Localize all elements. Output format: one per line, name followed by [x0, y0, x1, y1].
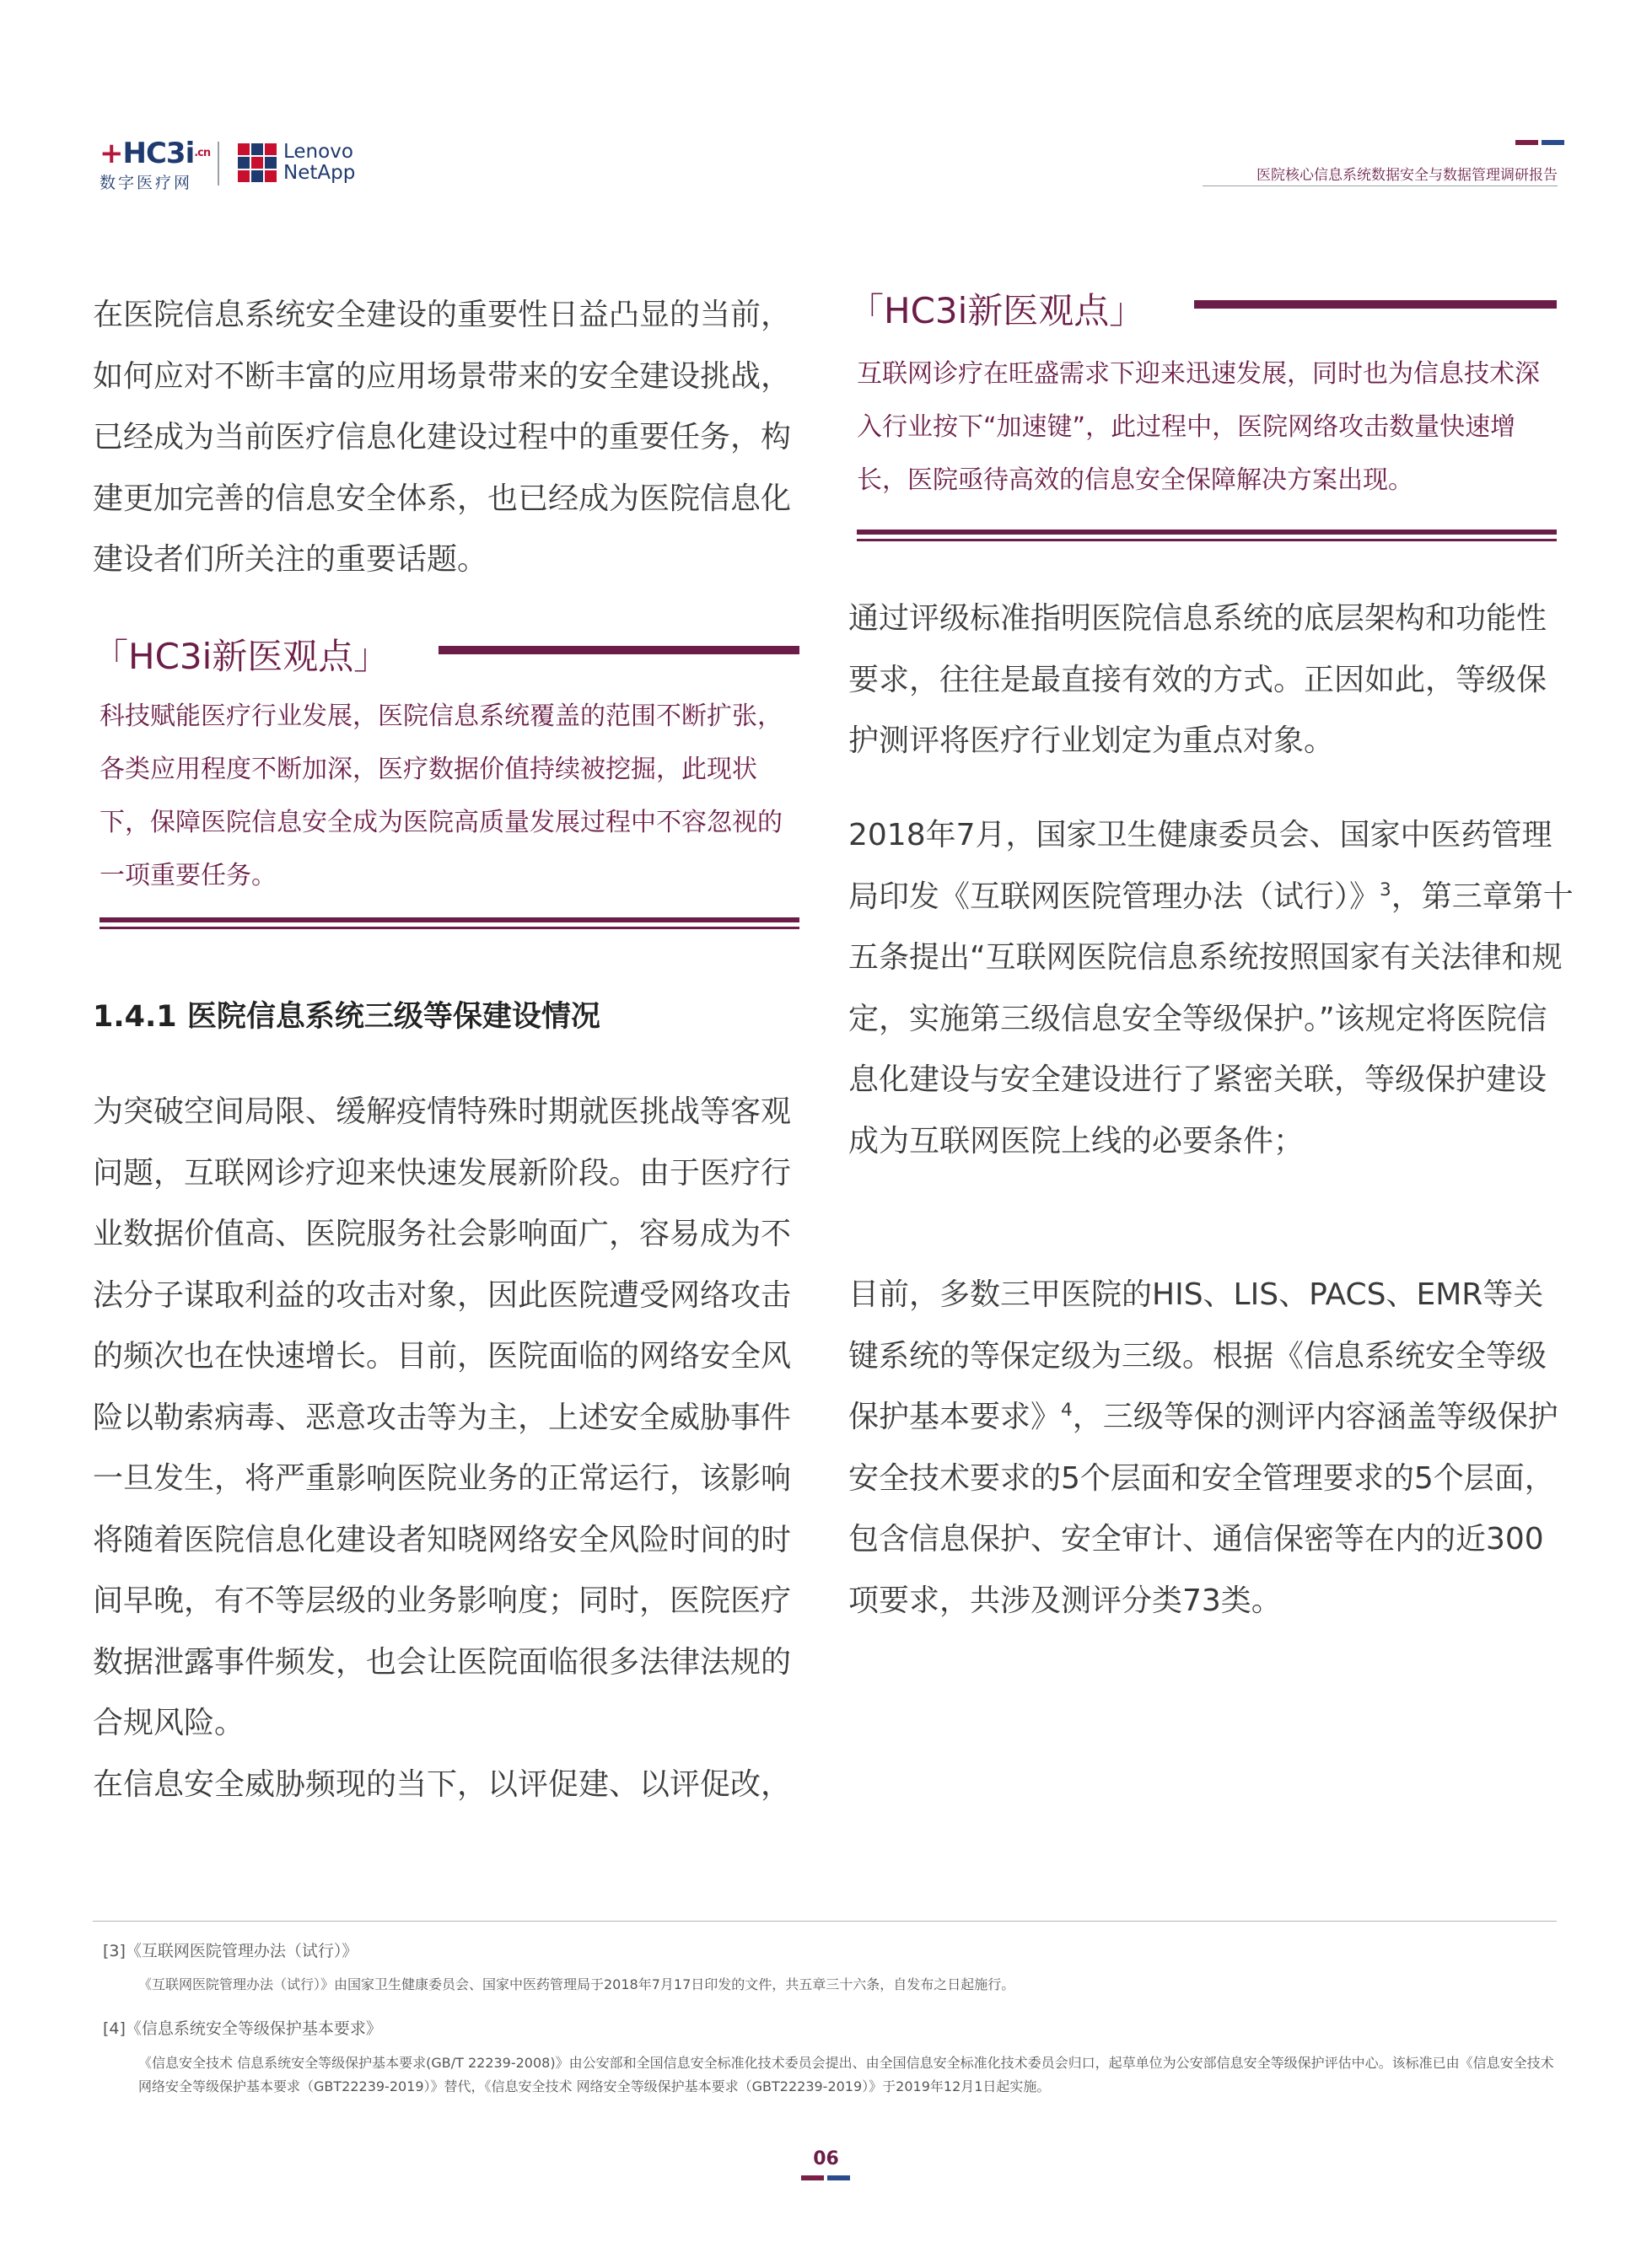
page-accent-bar: [827, 2175, 850, 2180]
logo-square: [265, 170, 277, 182]
footnote-title: [3]《互联网医院管理办法（试行）》: [103, 1942, 358, 1960]
callout-right: [848, 283, 1557, 334]
partner-logo-line2: NetApp: [283, 162, 356, 184]
logo-square: [238, 170, 250, 182]
callout-bottom-rule: [100, 917, 799, 929]
page-accent-bar: [801, 2175, 824, 2180]
body-paragraph-tail: 在信息安全威胁频现的当下，以评促建、以评促改，: [93, 1767, 792, 1802]
callout-left: [93, 629, 799, 680]
footnote-text: 《信息安全技术 信息系统安全等级保护基本要求(GB/T 22239-2008)》由公安部和全国信息安全标准化技术委员会提出、由全国信息安全标准化技术委员会归口，起草单位为公安部信息安全等级保护评估中心。该标准已由《信息安全技术 网络安全等级保护基本要求（GBT22239-2019）》替代，《信息安全技术 网络安全等级保护基本要求（GBT22239-2019）》于2019年12月1日起实施。: [138, 2055, 1554, 2094]
partner-logo-line1: Lenovo: [283, 141, 353, 163]
right-paragraph-1: 通过评级标准指明医院信息系统的底层架构和功能性要求，往往是最直接有效的方式。正因如此，等级保护测评将医疗行业划定为重点对象。: [848, 601, 1547, 758]
header-rule: [1203, 185, 1558, 186]
header-accent-bar: [1542, 140, 1564, 145]
logo-square: [238, 157, 250, 169]
logo-divider: [218, 142, 219, 185]
callout-title-rule: [1194, 300, 1557, 309]
callout-title: 「HC3i新医观点」: [848, 290, 1145, 331]
intro-paragraph: 在医院信息系统安全建设的重要性日益凸显的当前，如何应对不断丰富的应用场景带来的安全建设挑战，已经成为当前医疗信息化建设过程中的重要任务，构建更加完善的信息安全体系，也已经成为医院信息化建设者们所关注的重要话题。: [93, 298, 792, 577]
footnote-ref: 3: [1380, 879, 1391, 901]
callout-title: 「HC3i新医观点」: [93, 636, 390, 677]
logo-square: [265, 143, 277, 155]
hc3i-logo-name: HC3i: [122, 137, 195, 170]
footnote-ref: 4: [1061, 1400, 1073, 1421]
section-heading: 1.4.1 医院信息系统三级等保建设情况: [93, 1000, 600, 1034]
right-paragraph-2: 2018年7月，国家卫生健康委员会、国家中医药管理局印发《互联网医院管理办法（试行）》$^3$，第三章第十五条提出“互联网医院信息系统按照国家有关法律和规定，实施第三级信息安全等级保护。”该规定将医院信息化建设与安全建设进行了紧密关联，等级保护建设成为互联网医院上线的必要条件；: [848, 818, 1574, 1159]
header-accent-bar: [1515, 140, 1538, 145]
callout-title-rule: [439, 646, 799, 654]
body-paragraph: 为突破空间局限、缓解疫情特殊时期就医挑战等客观问题，互联网诊疗迎来快速发展新阶段。由于医疗行业数据价值高、医院服务社会影响面广，容易成为不法分子谋取利益的攻击对象，因此医院遭受网络攻击的频次也在快速增长。目前，医院面临的网络安全风险以勒索病毒、恶意攻击等为主，上述安全威胁事件一旦发生，将严重影响医院业务的正常运行，该影响将随着医院信息化建设者知晓网络安全风险时间的时间早晚，有不等层级的业务影响度；同时，医院医疗数据泄露事件频发，也会让医院面临很多法律法规的合规风险。: [93, 1094, 792, 1740]
report-title: 医院核心信息系统数据安全与数据管理调研报告: [1256, 167, 1558, 184]
logo-square: [265, 157, 277, 169]
footnote-rule: [93, 1921, 1557, 1922]
hc3i-logo-subtitle: 数字医疗网: [100, 174, 193, 192]
footnote-title: [4]《信息系统安全等级保护基本要求》: [103, 2019, 382, 2038]
hc3i-logo-suffix: .cn: [194, 147, 211, 159]
right-paragraph-3: 目前，多数三甲医院的HIS、LIS、PACS、EMR等关键系统的等保定级为三级。根据《信息系统安全等级保护基本要求》$^4$，三级等保的测评内容涵盖等级保护安全技术要求的5个层面和安全管理要求的5个层面，包含信息保护、安全审计、通信保密等在内的近300项要求，共涉及测评分类73类。: [848, 1277, 1558, 1618]
logo-square: [251, 157, 263, 169]
page-number: 06: [813, 2148, 839, 2169]
callout-text: 互联网诊疗在旺盛需求下迎来迅速发展，同时也为信息技术深入行业按下“加速键”，此过程中，医院网络攻击数量快速增长，医院亟待高效的信息安全保障解决方案出现。: [857, 359, 1540, 495]
hc3i-logo: $+HC3i^{.cn}$ 数字医疗网: [100, 137, 211, 192]
callout-bottom-rule: [857, 530, 1557, 541]
footnote-text: 《互联网医院管理办法（试行）》由国家卫生健康委员会、国家中医药管理局于2018年7月17日印发的文件，共五章三十六条，自发布之日起施行。: [138, 1976, 1015, 1992]
logo-square: [251, 143, 263, 155]
logo-square: [238, 143, 250, 155]
logo-square: [251, 170, 263, 182]
lenovo-grid-icon: [238, 143, 277, 182]
callout-text: 科技赋能医疗行业发展，医院信息系统覆盖的范围不断扩张，各类应用程度不断加深，医疗数据价值持续被挖掘，此现状下，保障医院信息安全成为医院高质量发展过程中不容忽视的一项重要任务。: [100, 702, 783, 890]
